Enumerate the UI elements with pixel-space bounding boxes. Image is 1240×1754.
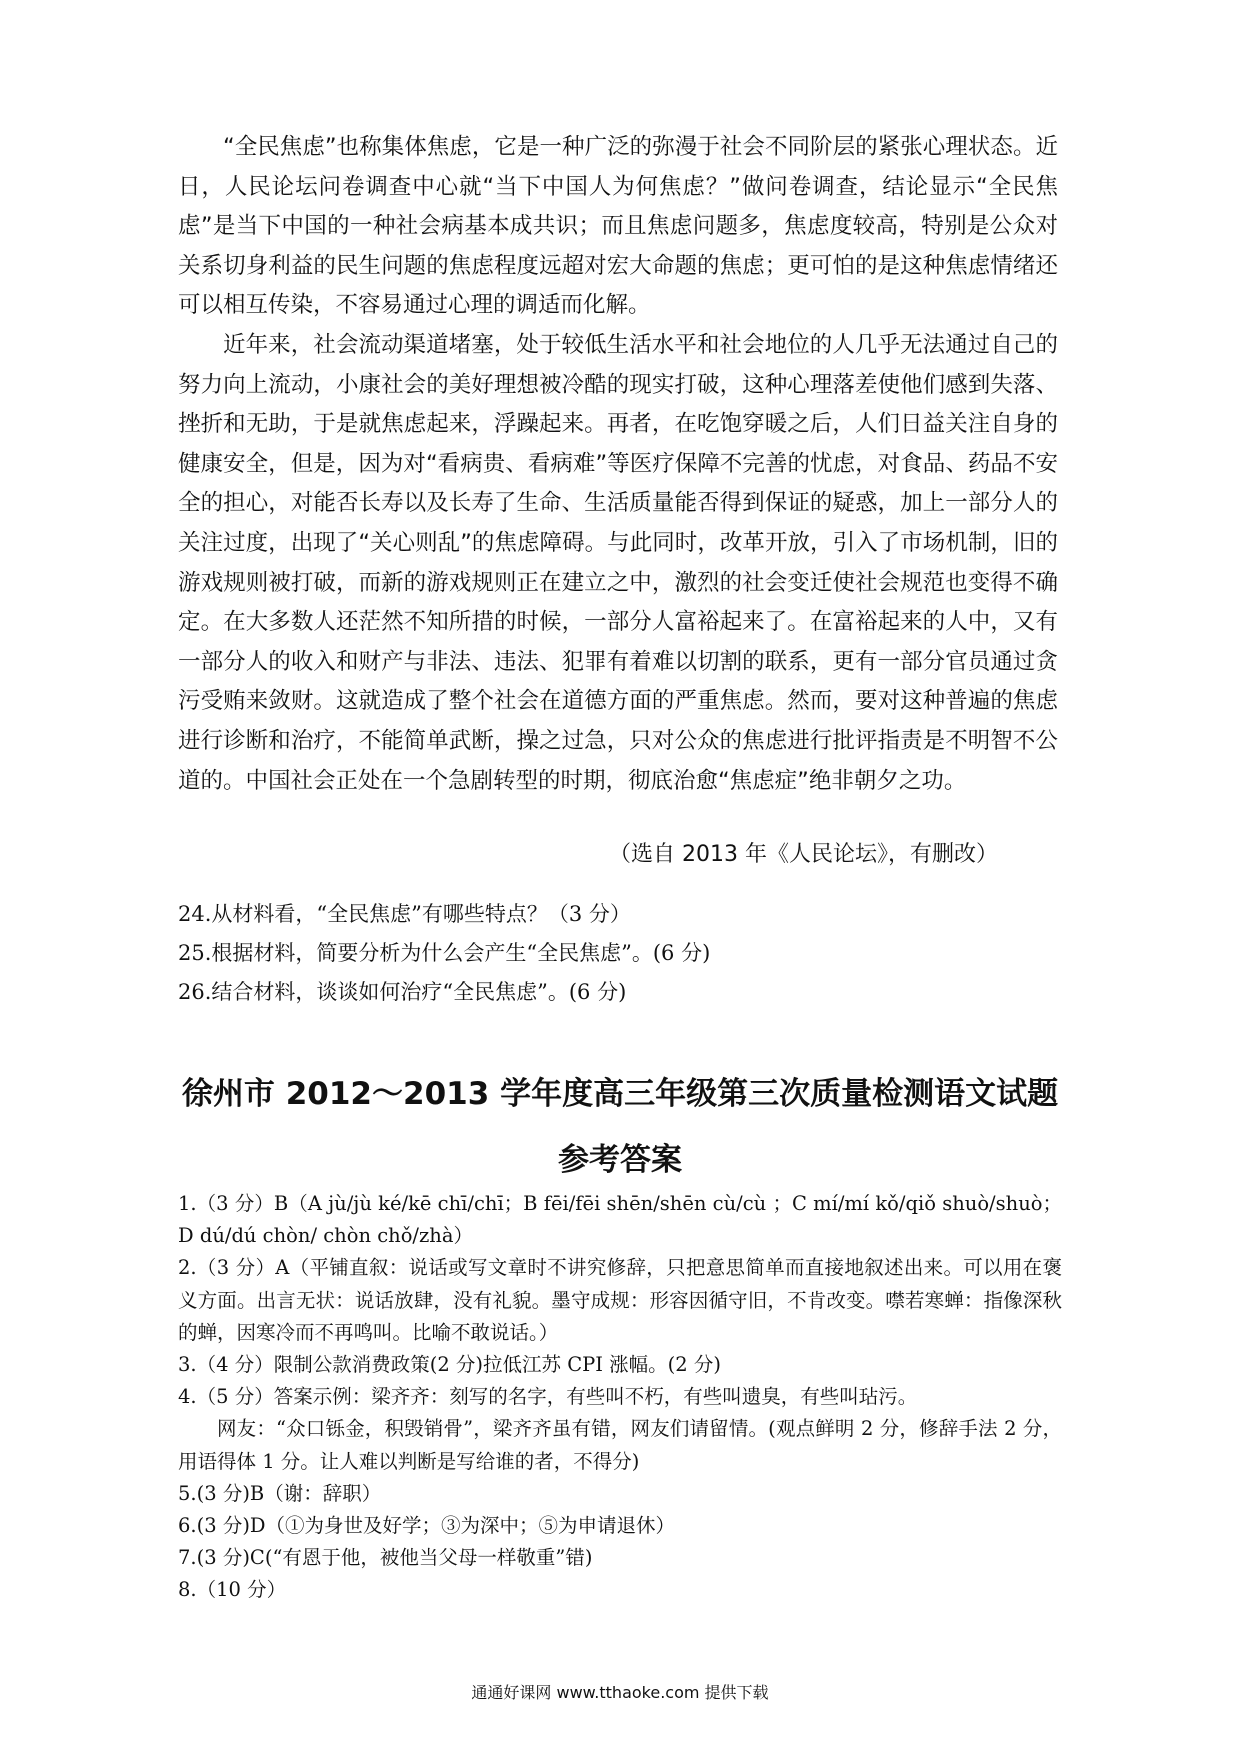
answer-1: 1.（3 分）B（A jù/jù ké/kē chī/chī；B fēi/fēi shēn/shēn cù/cù ；C mí/mí kǒ/qiǒ shuò/shuò；D dú/dú chòn/ chòn chǒ/zhà） [178,1192,1062,1248]
page-footer: 通通好课网 www.tthaoke.com 提供下载 [471,1683,769,1702]
answer-list [178,1188,1062,1607]
passage-paragraph-1: “全民焦虑”也称集体焦虑，它是一种广泛的弥漫于社会不同阶层的紧张心理状态。近日，人民论坛问卷调查中心就“当下中国人为何焦虑？”做问卷调查，结论显示“全民焦虑”是当下中国的一种社会病基本成共识；而且焦虑问题多，焦虑度较高，特别是公众对关系切身利益的民生问题的焦虑程度远超对宏大命题的焦虑；更可怕的是这种焦虑情绪还可以相互传染，不容易通过心理的调适而化解。 [178,134,1058,319]
answer-6: 6.(3 分)D（①为身世及好学；③为深中；⑤为申请退休） [178,1514,676,1538]
exam-title: 徐州市 2012～2013 学年度高三年级第三次质量检测语文试题 [181,1076,1059,1112]
answer-5: 5.(3 分)B（谢：辞职） [178,1481,382,1505]
question-24: 24.从材料看，“全民焦虑”有哪些特点？（3 分） [178,902,631,926]
question-list [178,895,1058,1012]
answer-3: 3.（4 分）限制公款消费政策(2 分)拉低江苏 CPI 涨幅。(2 分) [178,1353,721,1377]
answer-2: 2.（3 分）A（平铺直叙：说话或写文章时不讲究修辞，只把意思简单而直接地叙述出来。可以用在褒义方面。出言无状：说话放肆，没有礼貌。墨守成规：形容因循守旧，不肯改变。噤若寒蝉：指像深秋的蝉，因寒冷而不再鸣叫。比喻不敢说话。） [178,1256,1062,1344]
passage-source: （选自 2013 年《人民论坛》，有删改） [609,842,998,867]
reading-passage [178,128,1058,801]
answer-8: 8.（10 分） [178,1578,287,1602]
question-26: 26.结合材料，谈谈如何治疗“全民焦虑”。(6 分) [178,980,627,1004]
answer-4-continued: 网友：“众口铄金，积毁销骨”，梁齐齐虽有错，网友们请留情。(观点鲜明 2 分，修辞手法 2 分，用语得体 1 分。让人难以判断是写给谁的者，不得分) [178,1417,1062,1473]
answer-key-title: 参考答案 [558,1142,682,1178]
passage-paragraph-2: 近年来，社会流动渠道堵塞，处于较低生活水平和社会地位的人几乎无法通过自己的努力向上流动，小康社会的美好理想被冷酷的现实打破，这种心理落差使他们感到失落、挫折和无助，于是就焦虑起来，浮躁起来。再者，在吃饱穿暖之后，人们日益关注自身的健康安全，但是，因为对“看病贵、看病难”等医疗保障不完善的忧虑，对食品、药品不安全的担心，对能否长寿以及长寿了生命、生活质量能否得到保证的疑惑，加上一部分人的关注过度，出现了“关心则乱”的焦虑障碍。与此同时，改革开放，引入了市场机制，旧的游戏规则被打破，而新的游戏规则正在建立之中，激烈的社会变迁使社会规范也变得不确定。在大多数人还茫然不知所措的时候，一部分人富裕起来了。在富裕起来的人中，又有一部分人的收入和财产与非法、违法、犯罪有着难以切割的联系，更有一部分官员通过贪污受贿来敛财。这就造成了整个社会在道德方面的严重焦虑。然而，要对这种普遍的焦虑进行诊断和治疗，不能简单武断，操之过急，只对公众的焦虑进行批评指责是不明智不公道的。中国社会正处在一个急剧转型的时期，彻底治愈“焦虑症”绝非朝夕之功。 [178,331,1058,794]
answer-4: 4.（5 分）答案示例：梁齐齐：刻写的名字，有些叫不朽，有些叫遗臭，有些叫玷污。 [178,1385,918,1409]
answer-7: 7.(3 分)C(“有恩于他，被他当父母一样敬重”错) [178,1546,593,1570]
question-25: 25.根据材料，简要分析为什么会产生“全民焦虑”。(6 分) [178,941,711,965]
